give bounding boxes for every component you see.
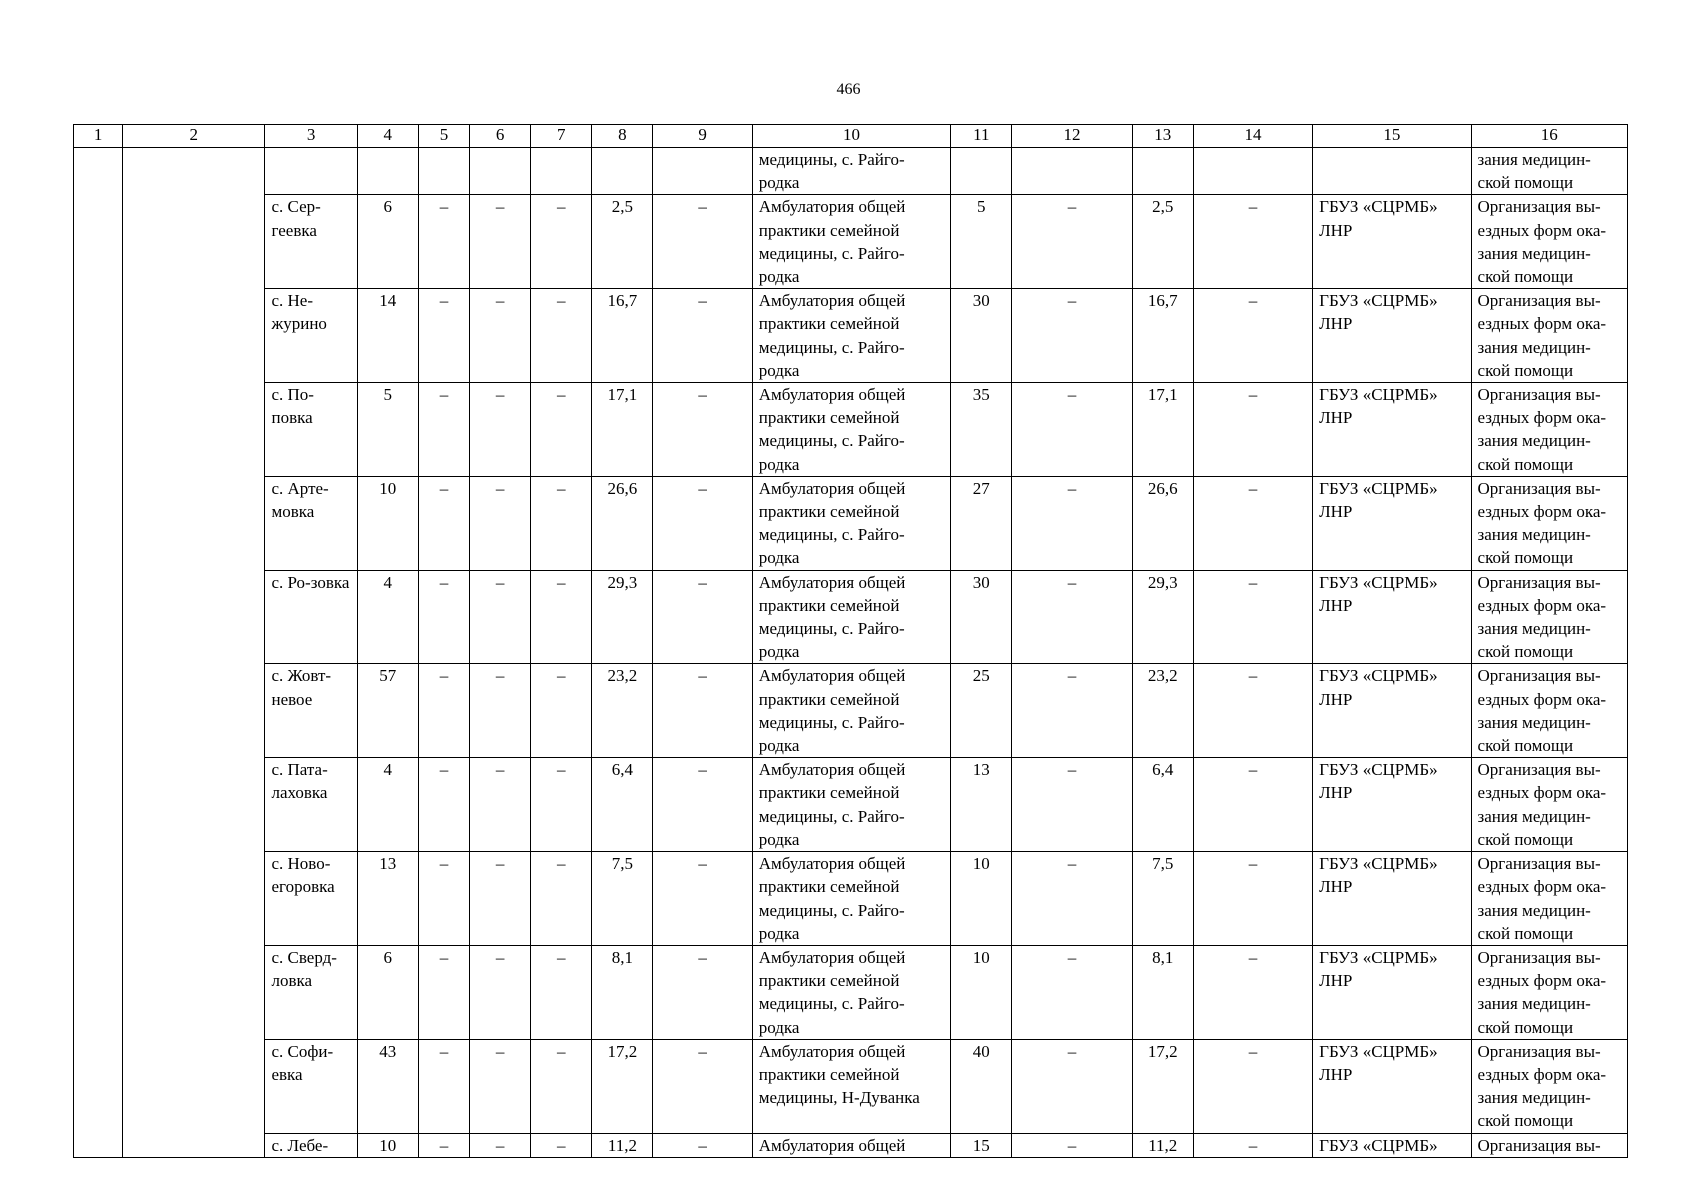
column-header-16: 16 (1471, 125, 1627, 148)
data-table (73, 124, 1628, 1158)
measure-cell: Организация вы-ездных форм ока-зания медицин-ской помощи (1471, 664, 1627, 758)
column-header-5: 5 (418, 125, 469, 148)
organization-cell: ГБУЗ «СЦРМБ» ЛНР (1313, 1039, 1471, 1133)
distance-to-facility-cell: 17,2 (1132, 1039, 1193, 1133)
col-5-cell: – (418, 289, 469, 383)
column-header-1: 1 (74, 125, 123, 148)
table-row (74, 1133, 1628, 1157)
travel-time-cell: 15 (951, 1133, 1012, 1157)
travel-time-cell: 10 (951, 852, 1012, 946)
col-12-cell: – (1012, 852, 1132, 946)
distance-to-facility-cell: 8,1 (1132, 945, 1193, 1039)
travel-time-cell: 5 (951, 195, 1012, 289)
col-6-cell: – (470, 289, 531, 383)
settlement-cell: с. Ро-зовка (265, 570, 357, 664)
distance-cell: 23,2 (592, 664, 653, 758)
organization-cell: ГБУЗ «СЦРМБ» ЛНР (1313, 945, 1471, 1039)
distance-cell: 17,2 (592, 1039, 653, 1133)
organization-cell: ГБУЗ «СЦРМБ» ЛНР (1313, 758, 1471, 852)
col-7-cell: – (531, 476, 592, 570)
col-5-cell: – (418, 570, 469, 664)
organization-cell: ГБУЗ «СЦРМБ» ЛНР (1313, 476, 1471, 570)
population-cell: 13 (357, 852, 418, 946)
col-14-cell: – (1193, 383, 1312, 477)
col-7-cell: – (531, 758, 592, 852)
travel-time-cell: 13 (951, 758, 1012, 852)
measure-cell: Организация вы-ездных форм ока-зания медицин-ской помощи (1471, 945, 1627, 1039)
table-row (74, 289, 1628, 383)
facility-cell: Амбулатория общей практики семейной медицины, Н-Дуванка (752, 1039, 951, 1133)
column-header-12: 12 (1012, 125, 1132, 148)
table-row (74, 1039, 1628, 1133)
population-cell: 57 (357, 664, 418, 758)
column-header-3: 3 (265, 125, 357, 148)
col-6-cell: – (470, 1133, 531, 1157)
col-9-cell: – (653, 852, 752, 946)
travel-time-cell: 40 (951, 1039, 1012, 1133)
distance-to-facility-cell: 17,1 (1132, 383, 1193, 477)
population-cell: 10 (357, 1133, 418, 1157)
col-12-cell: – (1012, 1133, 1132, 1157)
distance-to-facility-cell: 6,4 (1132, 758, 1193, 852)
settlement-cell: с. Жовт-невое (265, 664, 357, 758)
col-9-cell: – (653, 664, 752, 758)
settlement-cell: с. Не-журино (265, 289, 357, 383)
col-5-cell: – (418, 195, 469, 289)
col-12-cell: – (1012, 289, 1132, 383)
col-14-cell: – (1193, 476, 1312, 570)
organization-cell: ГБУЗ «СЦРМБ» ЛНР (1313, 383, 1471, 477)
travel-time-cell: 25 (951, 664, 1012, 758)
settlement-cell: с. Пата-лаховка (265, 758, 357, 852)
measure-cell: Организация вы-ездных форм ока-зания медицин-ской помощи (1471, 195, 1627, 289)
measure-cell: Организация вы-ездных форм ока-зания медицин-ской помощи (1471, 476, 1627, 570)
population-cell: 4 (357, 758, 418, 852)
col-14-cell: – (1193, 758, 1312, 852)
travel-time-cell: 30 (951, 289, 1012, 383)
table-row (74, 476, 1628, 570)
distance-to-facility-cell: 7,5 (1132, 852, 1193, 946)
col-6-cell: – (470, 476, 531, 570)
population-cell: 43 (357, 1039, 418, 1133)
distance-to-facility-cell: 11,2 (1132, 1133, 1193, 1157)
table-row (74, 664, 1628, 758)
table-row (74, 758, 1628, 852)
col-14-cell: – (1193, 570, 1312, 664)
population-cell: 6 (357, 195, 418, 289)
page-number: 466 (836, 81, 861, 98)
col-2-merged-cell (123, 148, 265, 1158)
column-header-10: 10 (752, 125, 951, 148)
col-7-cell: – (531, 289, 592, 383)
col-5-cell: – (418, 945, 469, 1039)
col-6-cell: – (470, 664, 531, 758)
column-header-8: 8 (592, 125, 653, 148)
col-9-cell: – (653, 195, 752, 289)
col-5-cell: – (418, 1039, 469, 1133)
col-9-cell: – (653, 383, 752, 477)
col-7-cell: – (531, 195, 592, 289)
travel-time-cell: 35 (951, 383, 1012, 477)
col-14-cell: – (1193, 945, 1312, 1039)
distance-cell: 7,5 (592, 852, 653, 946)
col-7-cell: – (531, 945, 592, 1039)
table-row (74, 570, 1628, 664)
col-12-cell: – (1012, 383, 1132, 477)
col-6-cell: – (470, 195, 531, 289)
population-cell: 5 (357, 383, 418, 477)
col-12-cell: – (1012, 195, 1132, 289)
distance-cell: 16,7 (592, 289, 653, 383)
travel-time-cell: 27 (951, 476, 1012, 570)
settlement-cell: с. Арте-мовка (265, 476, 357, 570)
col-7-cell: – (531, 1039, 592, 1133)
col-7-cell: – (531, 383, 592, 477)
measure-cell: зания медицин-ской помощи (1471, 148, 1627, 195)
col-5-cell: – (418, 758, 469, 852)
col-14-cell: – (1193, 1133, 1312, 1157)
facility-cell: Амбулатория общей практики семейной медицины, с. Райго-родка (752, 570, 951, 664)
table-row (74, 383, 1628, 477)
col-7-cell: – (531, 570, 592, 664)
column-header-7: 7 (531, 125, 592, 148)
col-12-cell: – (1012, 758, 1132, 852)
column-header-6: 6 (470, 125, 531, 148)
distance-to-facility-cell: 23,2 (1132, 664, 1193, 758)
col-9-cell: – (653, 945, 752, 1039)
table-row (74, 945, 1628, 1039)
column-header-2: 2 (123, 125, 265, 148)
header-row (74, 125, 1628, 148)
settlement-cell: с. По-повка (265, 383, 357, 477)
population-cell: 10 (357, 476, 418, 570)
column-header-11: 11 (951, 125, 1012, 148)
distance-cell: 11,2 (592, 1133, 653, 1157)
distance-cell: 29,3 (592, 570, 653, 664)
col-6-cell: – (470, 758, 531, 852)
col-7-cell: – (531, 664, 592, 758)
distance-cell: 8,1 (592, 945, 653, 1039)
facility-cell: Амбулатория общей практики семейной медицины, с. Райго-родка (752, 758, 951, 852)
table-row (74, 852, 1628, 946)
col-12-cell: – (1012, 945, 1132, 1039)
col-14-cell: – (1193, 1039, 1312, 1133)
col-9-cell: – (653, 758, 752, 852)
col-6-cell: – (470, 383, 531, 477)
organization-cell: ГБУЗ «СЦРМБ» ЛНР (1313, 289, 1471, 383)
travel-time-cell: 10 (951, 945, 1012, 1039)
facility-cell: Амбулатория общей практики семейной медицины, с. Райго-родка (752, 945, 951, 1039)
col-9-cell: – (653, 570, 752, 664)
col-5-cell: – (418, 664, 469, 758)
distance-cell: 2,5 (592, 195, 653, 289)
settlement-cell: с. Лебе- (265, 1133, 357, 1157)
facility-cell: Амбулатория общей практики семейной медицины, с. Райго-родка (752, 664, 951, 758)
facility-cell: Амбулатория общей практики семейной медицины, с. Райго-родка (752, 852, 951, 946)
population-cell: 6 (357, 945, 418, 1039)
settlement-cell: с. Ново-егоровка (265, 852, 357, 946)
distance-to-facility-cell: 16,7 (1132, 289, 1193, 383)
col-9-cell: – (653, 1133, 752, 1157)
col-7-cell: – (531, 1133, 592, 1157)
distance-to-facility-cell: 29,3 (1132, 570, 1193, 664)
col-12-cell: – (1012, 476, 1132, 570)
col-6-cell: – (470, 945, 531, 1039)
column-header-15: 15 (1313, 125, 1471, 148)
col-12-cell: – (1012, 1039, 1132, 1133)
col-14-cell: – (1193, 195, 1312, 289)
col-9-cell: – (653, 289, 752, 383)
column-header-13: 13 (1132, 125, 1193, 148)
col-14-cell: – (1193, 852, 1312, 946)
col-12-cell: – (1012, 664, 1132, 758)
distance-cell: 26,6 (592, 476, 653, 570)
distance-cell: 6,4 (592, 758, 653, 852)
col-6-cell: – (470, 852, 531, 946)
column-header-14: 14 (1193, 125, 1312, 148)
facility-cell: медицины, с. Райго-родка (752, 148, 951, 195)
col-12-cell: – (1012, 570, 1132, 664)
col-5-cell: – (418, 476, 469, 570)
measure-cell: Организация вы-ездных форм ока-зания медицин-ской помощи (1471, 570, 1627, 664)
facility-cell: Амбулатория общей (752, 1133, 951, 1157)
col-5-cell: – (418, 383, 469, 477)
column-header-9: 9 (653, 125, 752, 148)
population-cell: 4 (357, 570, 418, 664)
distance-to-facility-cell: 2,5 (1132, 195, 1193, 289)
organization-cell: ГБУЗ «СЦРМБ» ЛНР (1313, 570, 1471, 664)
facility-cell: Амбулатория общей практики семейной медицины, с. Райго-родка (752, 476, 951, 570)
measure-cell: Организация вы-ездных форм ока-зания медицин-ской помощи (1471, 852, 1627, 946)
col-14-cell: – (1193, 289, 1312, 383)
distance-cell: 17,1 (592, 383, 653, 477)
travel-time-cell: 30 (951, 570, 1012, 664)
measure-cell: Организация вы-ездных форм ока-зания медицин-ской помощи (1471, 383, 1627, 477)
organization-cell: ГБУЗ «СЦРМБ» ЛНР (1313, 195, 1471, 289)
col-6-cell: – (470, 1039, 531, 1133)
table-row (74, 195, 1628, 289)
col-14-cell: – (1193, 664, 1312, 758)
facility-cell: Амбулатория общей практики семейной медицины, с. Райго-родка (752, 383, 951, 477)
column-header-4: 4 (357, 125, 418, 148)
facility-cell: Амбулатория общей практики семейной медицины, с. Райго-родка (752, 195, 951, 289)
col-9-cell: – (653, 1039, 752, 1133)
col-5-cell: – (418, 1133, 469, 1157)
measure-cell: Организация вы-ездных форм ока-зания медицин-ской помощи (1471, 1039, 1627, 1133)
population-cell: 14 (357, 289, 418, 383)
measure-cell: Организация вы-ездных форм ока-зания медицин-ской помощи (1471, 758, 1627, 852)
facility-cell: Амбулатория общей практики семейной медицины, с. Райго-родка (752, 289, 951, 383)
measure-cell: Организация вы- (1471, 1133, 1627, 1157)
col-1-merged-cell (74, 148, 123, 1158)
settlement-cell: с. Сверд-ловка (265, 945, 357, 1039)
col-9-cell: – (653, 476, 752, 570)
settlement-cell: с. Сер-геевка (265, 195, 357, 289)
distance-to-facility-cell: 26,6 (1132, 476, 1193, 570)
organization-cell: ГБУЗ «СЦРМБ» (1313, 1133, 1471, 1157)
organization-cell: ГБУЗ «СЦРМБ» ЛНР (1313, 664, 1471, 758)
col-6-cell: – (470, 570, 531, 664)
col-7-cell: – (531, 852, 592, 946)
organization-cell: ГБУЗ «СЦРМБ» ЛНР (1313, 852, 1471, 946)
settlement-cell: с. Софи-евка (265, 1039, 357, 1133)
measure-cell: Организация вы-ездных форм ока-зания медицин-ской помощи (1471, 289, 1627, 383)
continuation-row (74, 148, 1628, 195)
col-5-cell: – (418, 852, 469, 946)
